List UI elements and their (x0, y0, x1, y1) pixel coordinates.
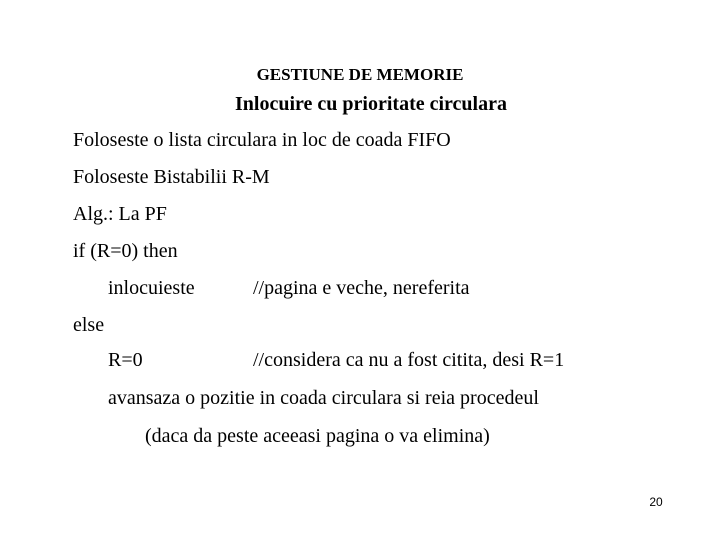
code-line-else: else (73, 314, 105, 336)
text-line-advance: avansaza o pozitie in coada circulara si reia procedeul (108, 387, 539, 409)
slide-title: GESTIUNE DE MEMORIE (256, 65, 464, 84)
code-line-reset-r: R=0 (108, 349, 143, 371)
text-line-flip-flops: Foloseste Bistabilii R-M (73, 166, 270, 188)
text-line-algorithm: Alg.: La PF (73, 203, 167, 225)
slide-subtitle: Inlocuire cu prioritate circulara (235, 93, 507, 115)
code-comment-old-page: //pagina e veche, nereferita (253, 277, 470, 299)
text-line-note: (daca da peste aceeasi pagina o va elimina) (145, 425, 490, 447)
text-line-circular-list: Foloseste o lista circulara in loc de coada FIFO (73, 129, 451, 151)
code-line-if: if (R=0) then (73, 240, 178, 262)
page-number: 20 (649, 495, 663, 509)
code-comment-not-read: //considera ca nu a fost citita, desi R=1 (253, 349, 565, 371)
code-line-replace: inlocuieste (108, 277, 195, 299)
